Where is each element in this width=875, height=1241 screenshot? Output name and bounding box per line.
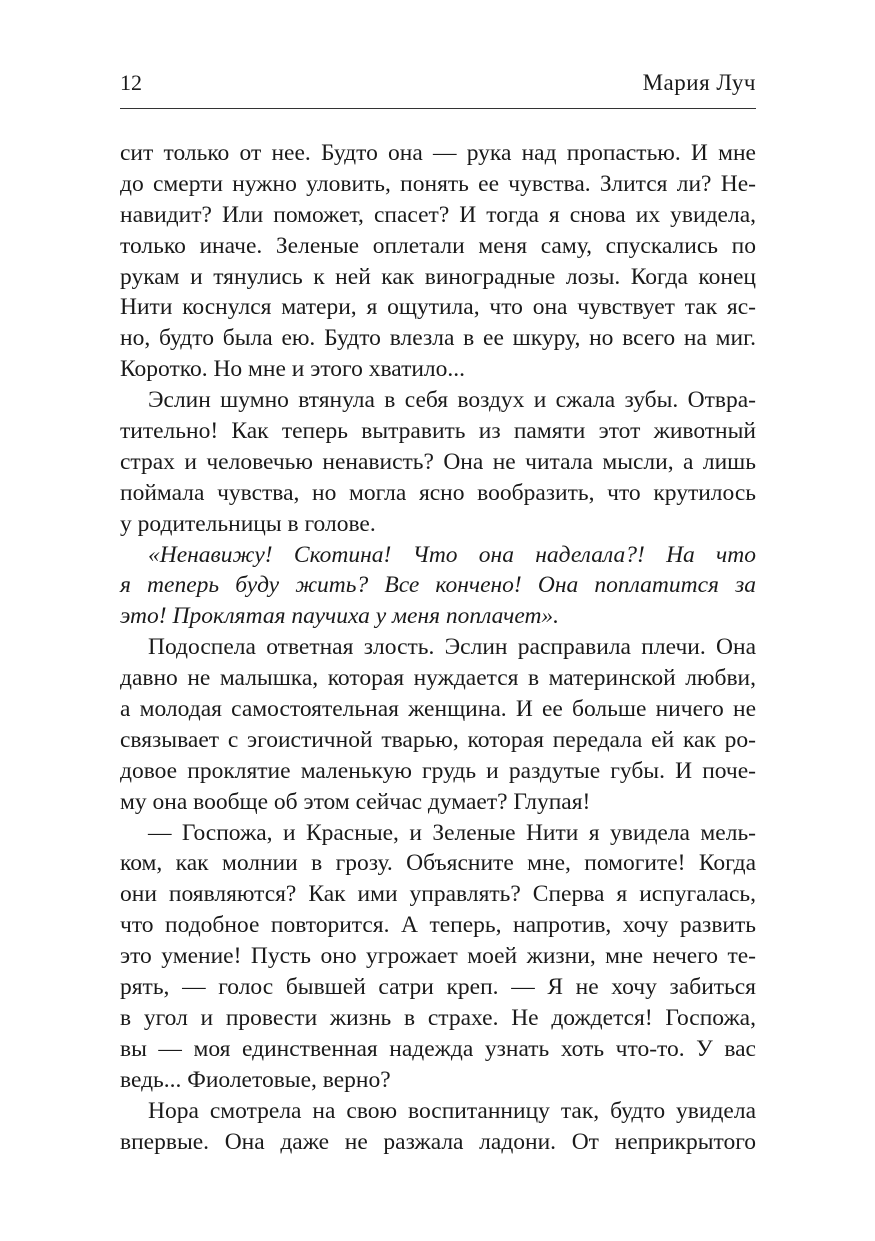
text-line: ведь... Фиолетовые, верно? (120, 1066, 391, 1093)
text-line: навидит? Или поможет, спасет? И тогда я снова их увидела, (120, 201, 756, 228)
text-body (120, 138, 756, 1157)
text-line: что подобное повторится. А теперь, напротив, хочу развить (120, 912, 756, 939)
text-line: поймала чувства, но могла ясно вообразить, что крутилось (120, 479, 756, 506)
text-line: довое проклятие маленькую грудь и раздутые губы. И поче- (120, 757, 756, 784)
text-line: рять, — голос бывшей сатри креп. — Я не хочу забиться (120, 974, 756, 1001)
text-line: Коротко. Но мне и этого хватило... (120, 356, 466, 383)
page-number: 12 (120, 70, 142, 95)
text-line: ком, как молнии в грозу. Объясните мне, помогите! Когда (120, 850, 756, 877)
text-line: а молодая самостоятельная женщина. И ее больше ничего не (120, 696, 756, 723)
text-line: тительно! Как теперь вытравить из памяти этот животный (120, 418, 756, 445)
text-line: Нора смотрела на свою воспитанницу так, будто увидела (148, 1097, 756, 1124)
text-line: только иначе. Зеленые оплетали меня саму, спускались по (120, 232, 756, 259)
text-line: страх и человечью ненависть? Она не читала мысли, а лишь (120, 448, 756, 475)
text-line: Эслин шумно втянула в себя воздух и сжала зубы. Отвра- (148, 387, 756, 414)
text-line: вы — моя единственная надежда узнать хоть что-то. У вас (120, 1035, 756, 1062)
text-line: — Госпожа, и Красные, и Зеленые Нити я увидела мель- (148, 819, 756, 846)
text-line: давно не малышка, которая нуждается в материнской любви, (120, 665, 756, 692)
text-line: Подоспела ответная злость. Эслин расправила плечи. Она (148, 634, 756, 661)
text-line: это умение! Пусть оно угрожает моей жизни, мне нечего те- (120, 943, 756, 970)
text-line: «Ненавижу! Скотина! Что она наделала?! На что (148, 541, 756, 568)
text-line: но, будто была ею. Будто влезла в ее шкуру, но всего на миг. (120, 325, 756, 352)
text-line: му она вообще об этом сейчас думает? Глупая! (120, 788, 591, 815)
text-line: до смерти нужно уловить, понять ее чувства. Злится ли? Не- (120, 170, 756, 197)
text-line: у родительницы в голове. (120, 510, 376, 537)
text-line: они появляются? Как ими управлять? Сперва я испугалась, (120, 881, 756, 908)
text-line: это! Проклятая паучиха у меня поплачет». (120, 603, 560, 630)
text-line: впервые. Она даже не разжала ладони. От неприкрытого (120, 1128, 756, 1155)
text-line: связывает с эгоистичной тварью, которая передала ей как ро- (120, 726, 756, 753)
text-line: сит только от нее. Будто она — рука над пропастью. И мне (120, 140, 756, 166)
text-line: рукам и тянулись к ней как виноградные лозы. Когда конец (120, 263, 756, 290)
text-line: в угол и провести жизнь в страхе. Не дождется! Госпожа, (120, 1004, 756, 1031)
page-header (120, 68, 756, 109)
text-line: Нити коснулся матери, я ощутила, что она чувствует так яс- (120, 294, 756, 321)
text-line: я теперь буду жить? Все кончено! Она поплатится за (120, 572, 756, 599)
running-head-author: Мария Луч (642, 70, 756, 95)
